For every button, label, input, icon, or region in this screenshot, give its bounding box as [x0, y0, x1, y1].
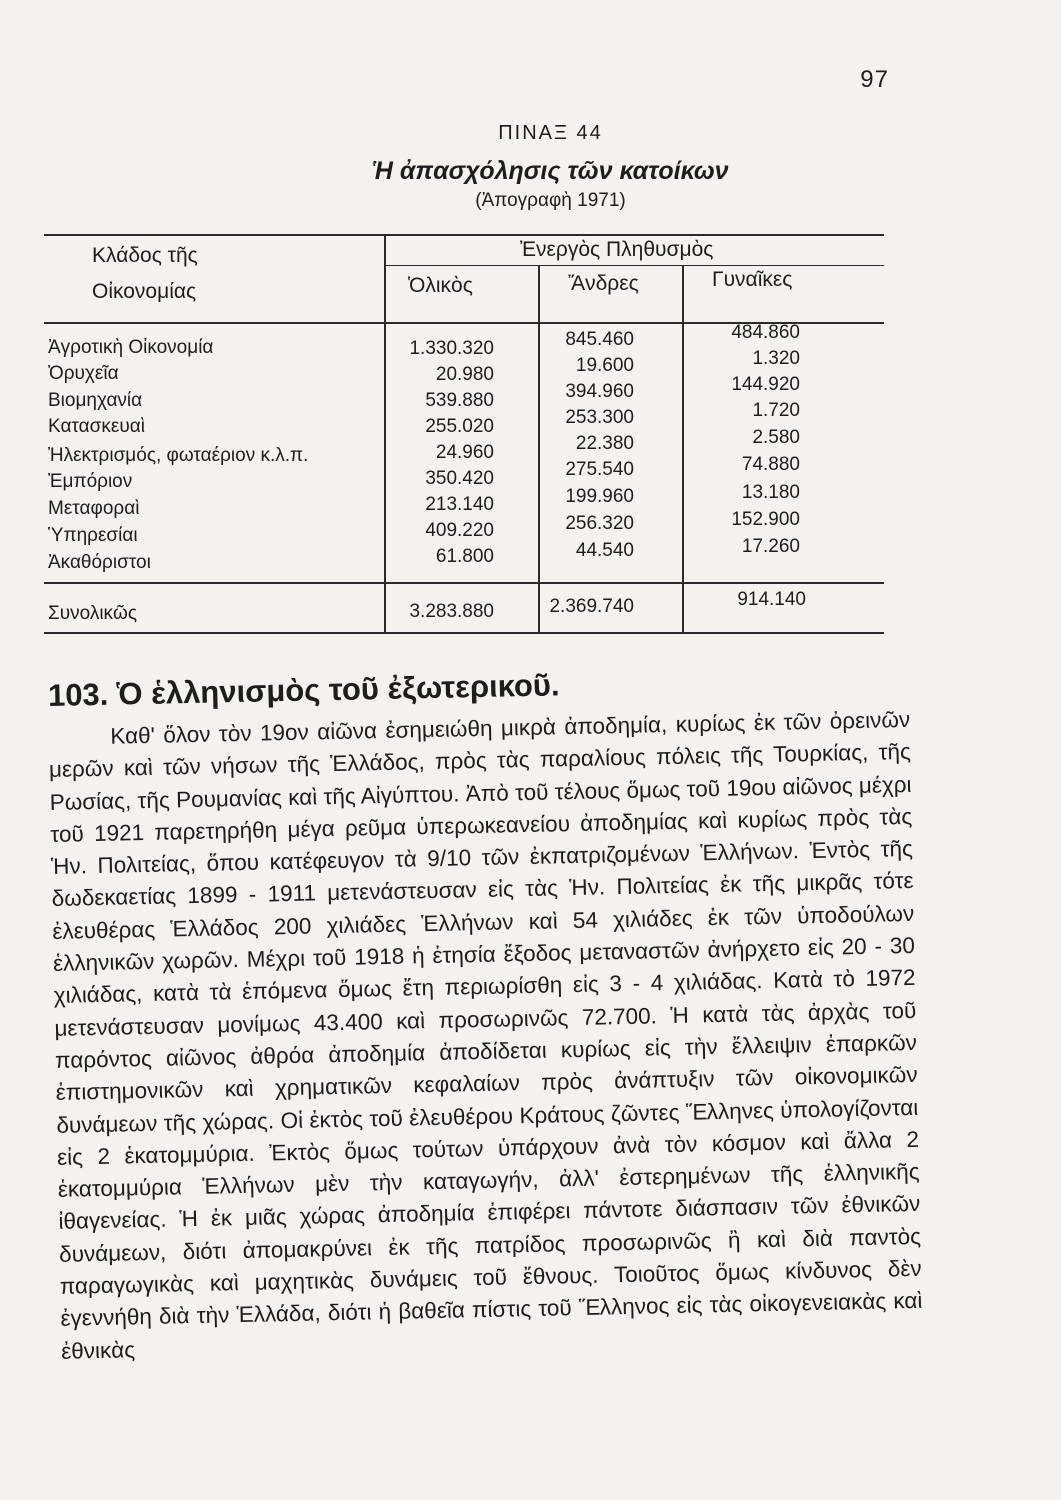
totals-label: Συνολικῶς [48, 603, 138, 624]
row-total: 24.960 [435, 442, 494, 463]
table-top-rule [44, 234, 884, 236]
row-sector: Ὀρυχεῖα [48, 363, 119, 384]
row-men: 394.960 [565, 381, 634, 402]
row-total: 409.220 [425, 520, 494, 541]
row-sector: Ἀκαθόριστοι [48, 552, 151, 573]
totals-women: 914.140 [737, 589, 806, 610]
row-women: 2.580 [752, 427, 800, 448]
row-women: 144.920 [731, 374, 800, 395]
row-women: 17.260 [741, 536, 800, 557]
header-women: Γυναῖκες [712, 268, 793, 291]
row-sector: Ἠλεκτρισμός, φωταέριον κ.λ.π. [48, 445, 309, 466]
header-sector-line2: Οἰκονομίας [92, 280, 197, 303]
body-paragraph: Καθ' ὅλον τὸν 19ον αἰῶνα ἐσημειώθη μικρὰ ἀποδημία, κυρίως ἐκ τῶν ὀρεινῶν μερῶν καὶ τῶν νήσων τῆς Ἑλλάδος, πρὸς τὰς παραλίους πόλεις τῆς Τουρκίας, τῆς Ρωσίας, τῆς Ρουμανίας καὶ τῆς Αἰγύπτου. Ἀπὸ τοῦ τέλους ὅμως τοῦ 19ου αἰῶνος μέχρι τοῦ 1921 παρετηρήθη μέγα ρεῦμα ὑπερωκεανείου ἀποδημίας καὶ κυρίως πρὸς τὰς Ἡν. Πολιτείας, ὅπου κατέφευγον τὰ 9/10 τῶν ἐκπατριζομένων Ἑλλήνων. Ἐντὸς τῆς δωδεκαετίας 1899 - 1911 μετενάστευσαν εἰς τὰς Ἡν. Πολιτείας ἐκ τῆς μικρᾶς τότε ἐλευθέρας Ἑλλάδος 200 χιλιάδες Ἑλλήνων καὶ 54 χιλιάδες ἐκ τῶν ὑποδούλων ἑλληνικῶν χωρῶν. Μέχρι τοῦ 1918 ἡ ἐτησία ἔξοδος μεταναστῶν ἀνήρχετο εἰς 20 - 30 χιλιάδας, κατὰ τὰ ἑπόμενα ὅμως ἔτη περιωρίσθη εἰς 3 - 4 χιλιάδας. Κατὰ τὸ 1972 μετενάστευσαν μονίμως 43.400 καὶ προσωρινῶς 72.700. Ἡ κατὰ τὰς ἀρχὰς τοῦ παρόντος αἰῶνος ἀθρόα ἀποδημία ἀποδίδεται κυρίως εἰς τὴν ἔλλειψιν ἐπαρκῶν ἐπιστημονικῶν καὶ χρηματικῶν κεφαλαίων πρὸς ἀνάπτυξιν τῶν οἰκονομικῶν δυνάμεων τῆς χώρας. Οἱ ἐκτὸς τοῦ ἐλευθέρου Κράτους ζῶντες Ἕλληνες ὑπολογίζονται εἰς 2 ἑκατομμύρια. Ἐκτὸς ὅμως τούτων ὑπάρχουν ἀνὰ τὸν κόσμον καὶ ἄλλα 2 ἑκατομμύρια Ἑλλήνων μὲν τὴν καταγωγήν, ἀλλ' ἐστερημένων τῆς ἑλληνικῆς ἰθαγενείας. Ἡ ἐκ μιᾶς χώρας ἀποδημία ἐπιφέρει πάντοτε διάσπασιν τῶν ἐθνικῶν δυνάμεων, διότι ἀπομακρύνει ἐκ τῆς πατρίδος προσωρινῶς ἢ καὶ διὰ παντὸς παραγωγικὰς καὶ μαχητικὰς δυνάμεις τοῦ ἔθνους. Τοιοῦτος ὅμως κίνδυνος δὲν ἐγεννήθη διὰ τὴν Ἑλλάδα, διότι ἡ βαθεῖα πίστις τοῦ Ἕλληνος εἰς τὰς οἰκογενειακὰς καὶ ἐθνικὰς [48, 706, 923, 1364]
row-women: 1.720 [752, 400, 800, 421]
table-title: Ἡ ἀπασχόλησις τῶν κατοίκων [372, 157, 729, 185]
group-header-rule [384, 265, 884, 266]
table-number: ΠΙΝΑΞ 44 [498, 122, 603, 144]
header-sector-line1: Κλάδος τῆς [92, 244, 198, 267]
row-sector: Ὑπηρεσίαι [48, 525, 138, 546]
table-bottom-rule [44, 632, 884, 634]
row-sector: Μεταφοραὶ [48, 498, 140, 519]
row-men: 845.460 [565, 329, 634, 350]
row-total: 61.800 [435, 546, 494, 567]
totals-total: 3.283.880 [409, 601, 494, 622]
header-total: Ὁλικὸς [408, 274, 473, 297]
section-body [48, 704, 923, 1368]
totals-men: 2.369.740 [549, 596, 634, 617]
header-active-population: Ἐνεργὸς Πληθυσμὸς [520, 238, 714, 261]
row-men: 22.380 [575, 433, 634, 454]
row-sector: Ἐμπόριον [48, 471, 133, 492]
row-men: 199.960 [565, 486, 634, 507]
row-women: 484.860 [731, 322, 800, 343]
row-total: 255.020 [425, 416, 494, 437]
row-women: 74.880 [741, 454, 800, 475]
row-men: 253.300 [565, 407, 634, 428]
row-sector: Βιομηχανία [48, 390, 143, 411]
row-total: 1.330.320 [409, 338, 494, 359]
row-total: 213.140 [425, 494, 494, 515]
row-women: 13.180 [741, 482, 800, 503]
row-total: 20.980 [435, 364, 494, 385]
row-women: 152.900 [731, 509, 800, 530]
row-women: 1.320 [752, 348, 800, 369]
section-heading: 103. Ὁ ἑλληνισμὸς τοῦ ἐξωτερικοῦ. [47, 667, 560, 713]
row-men: 256.320 [565, 513, 634, 534]
page-number: 97 [860, 66, 889, 93]
row-total: 350.420 [425, 468, 494, 489]
row-men: 19.600 [575, 355, 634, 376]
row-sector: Ἀγροτικὴ Οἰκονομία [48, 337, 214, 358]
table-subtitle: (Ἀπογραφὴ 1971) [475, 190, 626, 211]
row-men: 275.540 [565, 459, 634, 480]
row-sector: Κατασκευαὶ [48, 416, 145, 437]
row-men: 44.540 [575, 540, 634, 561]
row-total: 539.880 [425, 390, 494, 411]
header-men: Ἄνδρες [568, 272, 639, 295]
totals-top-rule [44, 582, 884, 584]
